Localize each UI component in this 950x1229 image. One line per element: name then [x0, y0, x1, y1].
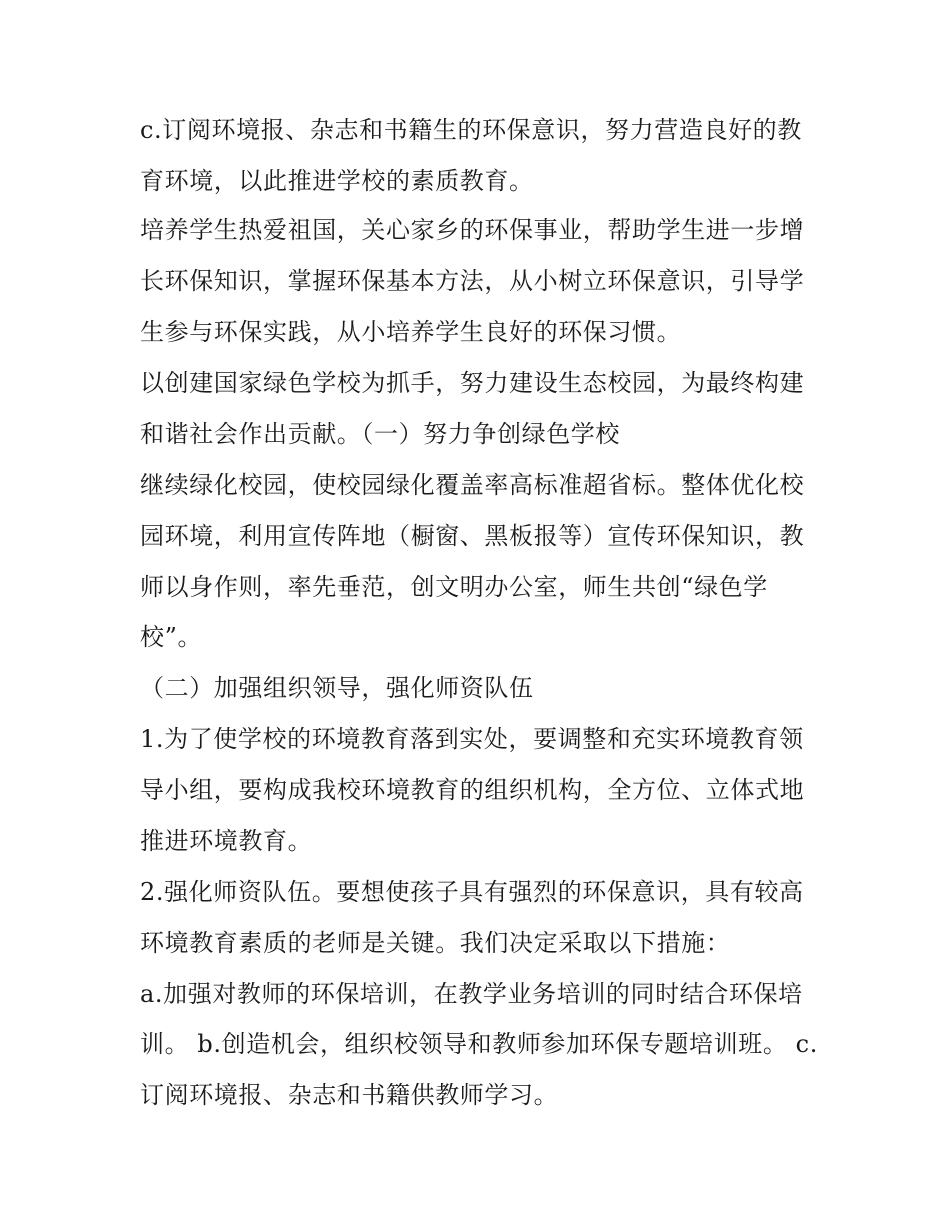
text-line: 以创建国家绿色学校为抓手，努力建设生态校园，为最终构建: [140, 369, 805, 397]
text-line: 长环保知识，掌握环保基本方法，从小树立环保意识，引导学: [140, 267, 805, 295]
text-line: 2.强化师资队伍。要想使孩子具有强烈的环保意识，具有较高: [140, 878, 804, 906]
text-line: 培养学生热爱祖国，关心家乡的环保事业，帮助学生进一步增: [140, 216, 805, 244]
text-line: 师以身作则，率先垂范，创文明办公室，师生共创“绿色学: [140, 573, 768, 601]
text-line: 校”。: [140, 623, 203, 651]
text-line: 环境教育素质的老师是关键。我们决定采取以下措施：: [140, 929, 731, 957]
text-line: 推进环境教育。: [140, 827, 313, 855]
text-line: 训。 b.创造机会，组织校领导和教师参加环保专题培训班。 c.: [140, 1030, 818, 1058]
text-line: 继续绿化校园，使校园绿化覆盖率高标准超省标。整体优化校: [140, 471, 805, 499]
text-line: a.加强对教师的环保培训，在教学业务培训的同时结合环保培: [140, 980, 803, 1008]
text-line: 订阅环境报、杂志和书籍供教师学习。: [140, 1081, 559, 1109]
text-line: 园环境，利用宣传阵地（橱窗、黑板报等）宣传环保知识，教: [140, 522, 805, 550]
text-line: 导小组，要构成我校环境教育的组织机构，全方位、立体式地: [140, 776, 805, 804]
text-line: 和谐社会作出贡献。（一）努力争创绿色学校: [140, 420, 620, 448]
text-line: 1.为了使学校的环境教育落到实处，要调整和充实环境教育领: [140, 725, 804, 753]
text-line: c.订阅环境报、杂志和书籍生的环保意识，努力营造良好的教: [140, 116, 802, 144]
text-line: 育环境，以此推进学校的素质教育。: [140, 167, 534, 195]
section-heading: （二）加强组织领导，强化师资队伍: [140, 674, 534, 702]
text-line: 生参与环保实践，从小培养学生良好的环保习惯。: [140, 318, 682, 346]
